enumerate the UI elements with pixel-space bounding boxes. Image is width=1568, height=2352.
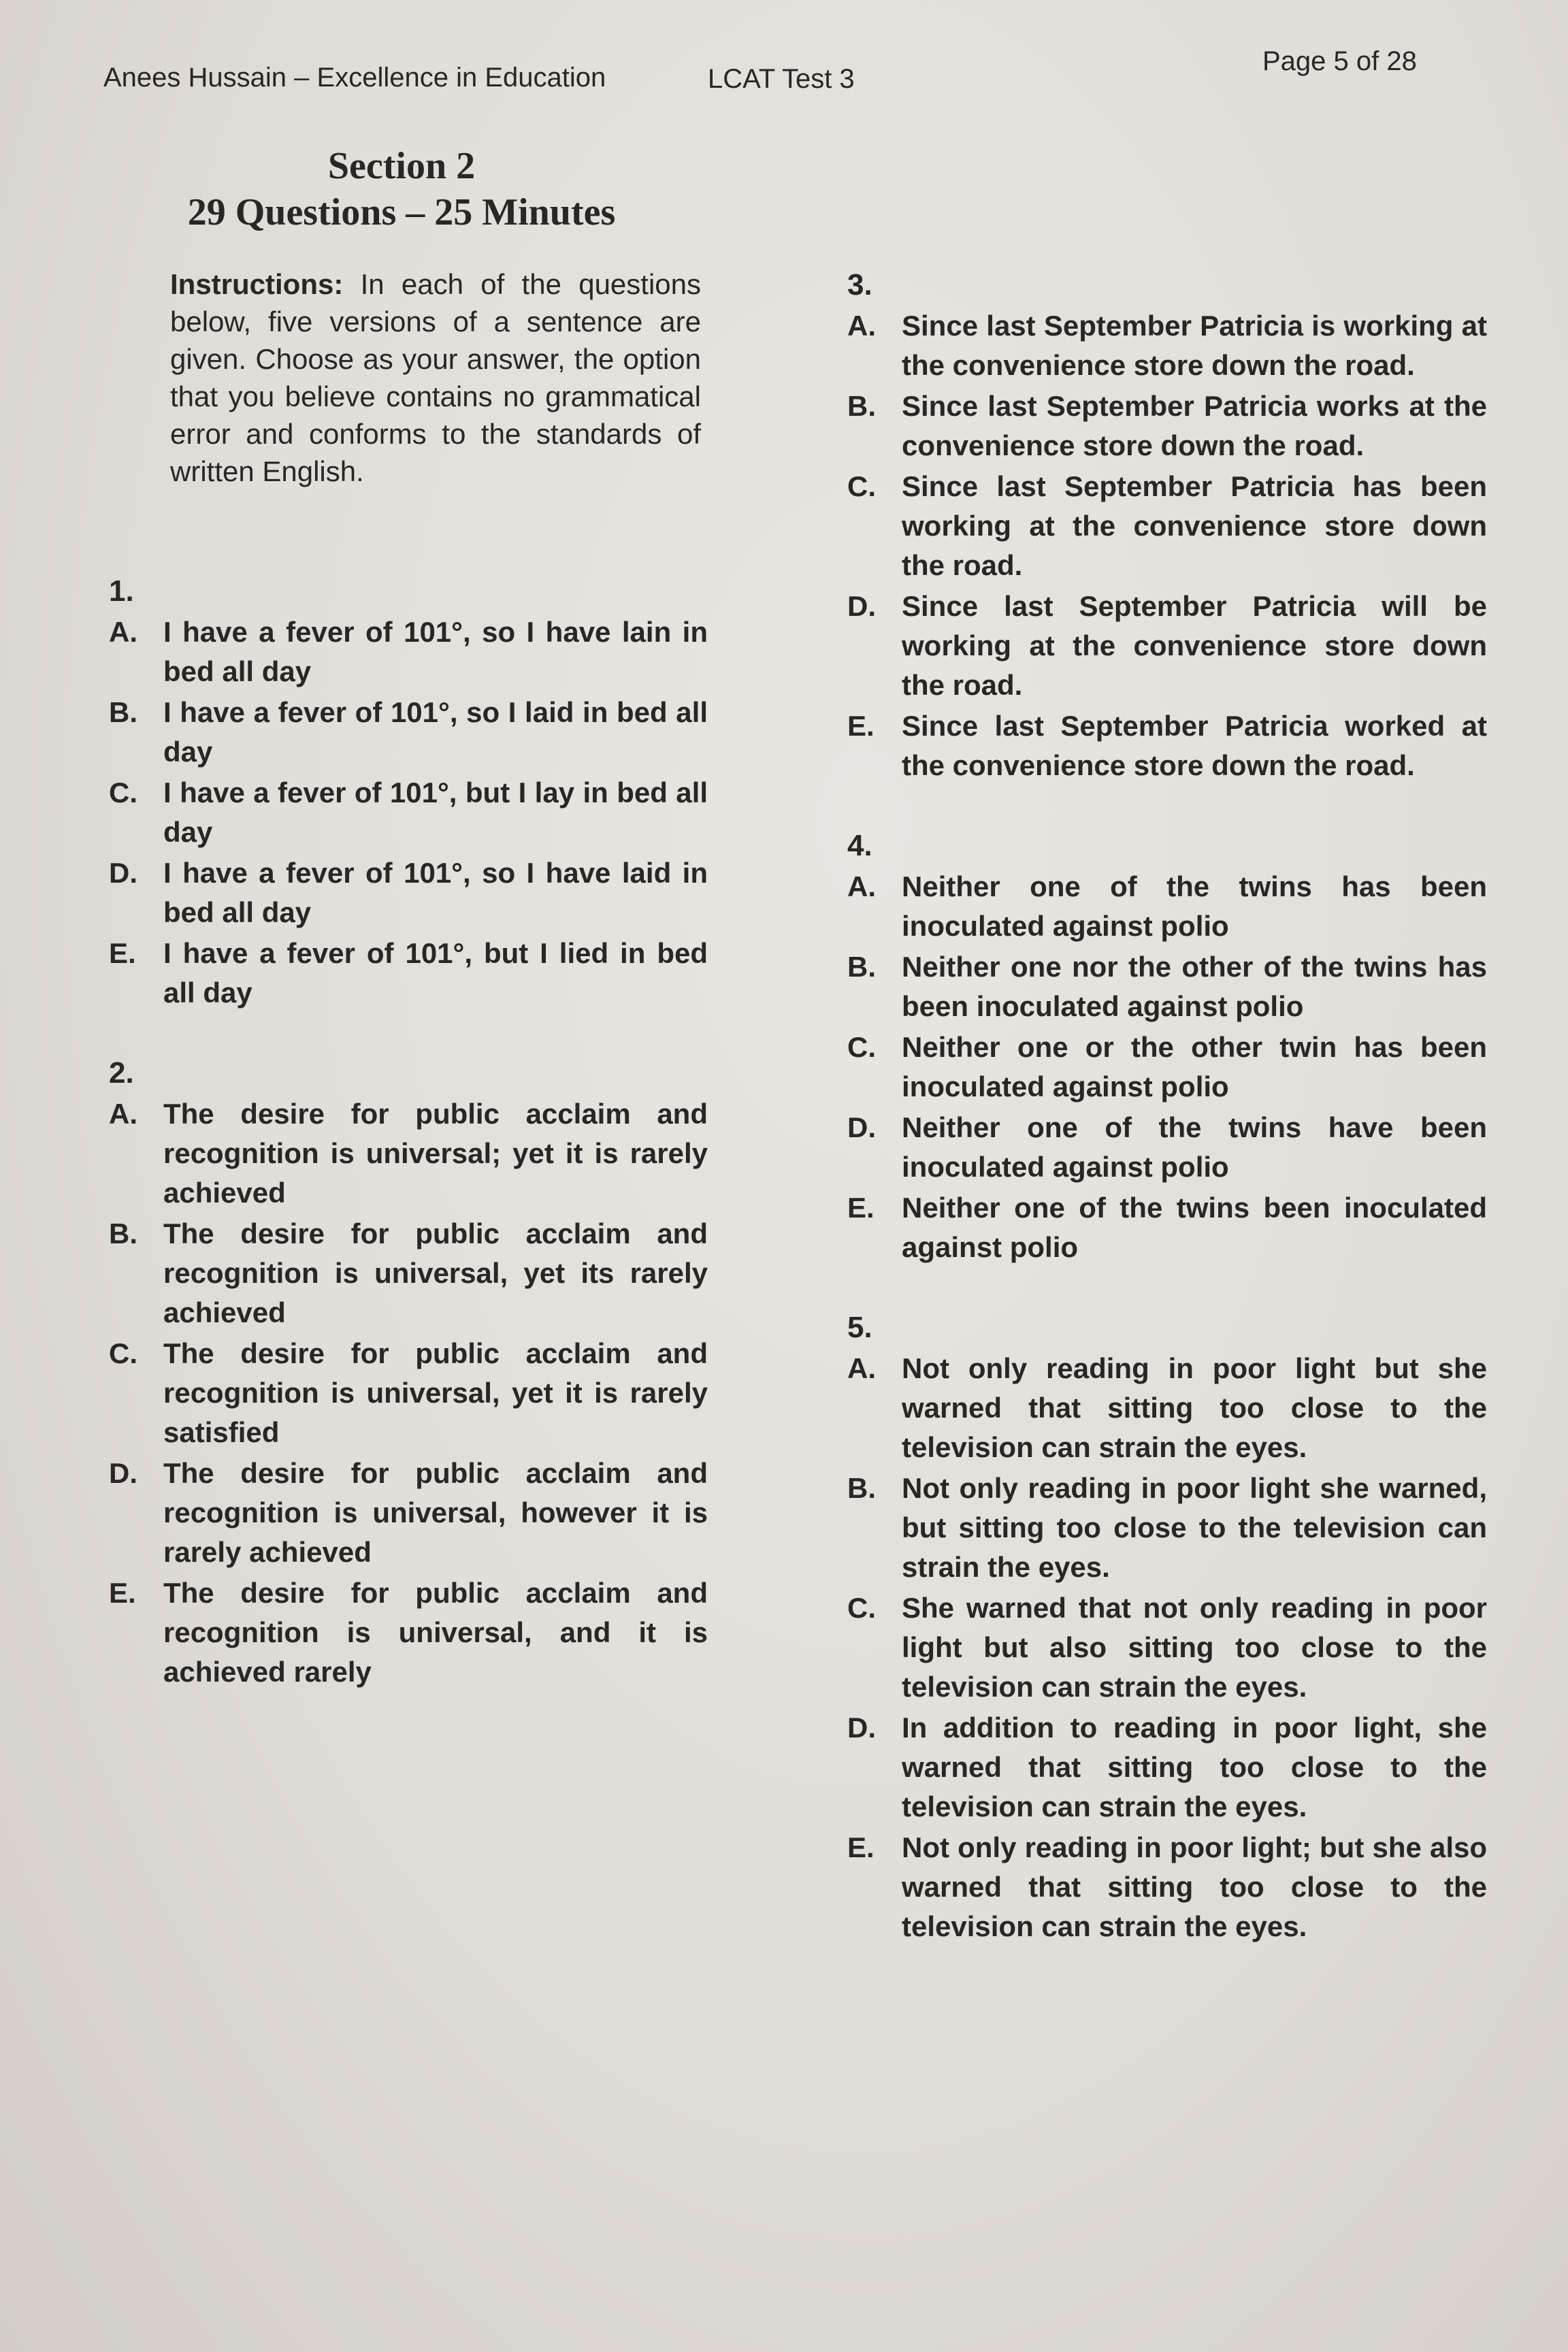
option-text: Neither one of the twins been inoculated against polio [902, 1192, 1487, 1263]
option-text: Since last September Patricia is working at the convenience store down the road. [902, 310, 1487, 381]
option-letter: C. [109, 1337, 137, 1369]
option-letter: E. [109, 1577, 136, 1609]
option-letter: A. [847, 870, 876, 902]
option-1a [109, 612, 708, 691]
option-letter: E. [847, 1831, 875, 1863]
option-text: Since last September Patricia has been working at the convenience store down the road. [902, 470, 1487, 581]
section-title: Section 2 [327, 145, 476, 187]
option-4d [847, 1108, 1487, 1187]
option-1e [109, 934, 708, 1013]
option-text: Neither one of the twins have been inoculated against polio [902, 1111, 1487, 1183]
option-text: Neither one or the other twin has been inoculated against polio [902, 1031, 1487, 1102]
option-5c [847, 1588, 1487, 1707]
option-text: Since last September Patricia worked at the convenience store down the road. [902, 710, 1487, 781]
right-column [847, 265, 1487, 1987]
section-heading [122, 143, 681, 235]
question-4 [847, 826, 1487, 1267]
section-subtitle: 29 Questions – 25 Minutes [187, 191, 616, 233]
option-letter: D. [109, 1457, 137, 1489]
option-4b [847, 947, 1487, 1026]
question-2 [109, 1054, 708, 1692]
header-test-name: LCAT Test 3 [708, 64, 855, 94]
option-letter: B. [847, 951, 876, 983]
option-1b [109, 693, 708, 772]
option-4e [847, 1188, 1487, 1267]
option-5e [847, 1828, 1487, 1946]
option-letter: E. [847, 710, 875, 742]
option-text: I have a fever of 101°, but I lied in bed all day [163, 937, 708, 1009]
question-3 [847, 265, 1487, 785]
option-text: Not only reading in poor light but she warned that sitting too close to the television can strain the eyes. [902, 1352, 1487, 1463]
option-3b [847, 387, 1487, 466]
option-letter: A. [847, 310, 876, 342]
option-4c [847, 1028, 1487, 1107]
question-number: 1. [109, 574, 134, 608]
option-text: I have a fever of 101°, so I have laid in bed all day [163, 857, 708, 928]
option-letter: C. [109, 777, 137, 808]
option-text: The desire for public acclaim and recognition is universal, and it is achieved rarely [163, 1577, 708, 1688]
option-text: Not only reading in poor light; but she also warned that sitting too close to the television can strain the eyes. [902, 1831, 1487, 1942]
option-text: I have a fever of 101°, but I lay in bed all day [163, 777, 708, 848]
option-text: Since last September Patricia will be working at the convenience store down the road. [902, 590, 1487, 701]
option-2a [109, 1094, 708, 1213]
question-number: 5. [847, 1311, 872, 1344]
option-letter: D. [109, 857, 137, 889]
option-text: I have a fever of 101°, so I have lain in bed all day [163, 616, 708, 687]
option-letter: C. [847, 470, 876, 502]
option-letter: D. [847, 1712, 876, 1744]
option-1d [109, 853, 708, 932]
option-1c [109, 773, 708, 852]
left-column [109, 265, 708, 1733]
option-letter: E. [109, 937, 136, 969]
option-text: Neither one of the twins has been inoculated against polio [902, 870, 1487, 942]
instructions-label: Instructions: [170, 268, 344, 300]
option-text: In addition to reading in poor light, she warned that sitting too close to the television can strain the eyes. [902, 1712, 1487, 1823]
option-text: Neither one nor the other of the twins has been inoculated against polio [902, 951, 1487, 1022]
question-number: 2. [109, 1056, 134, 1090]
option-letter: E. [847, 1192, 875, 1224]
option-text: The desire for public acclaim and recognition is universal; yet it is rarely achieved [163, 1098, 708, 1209]
option-2d [109, 1454, 708, 1572]
option-letter: D. [847, 590, 876, 622]
option-2b [109, 1214, 708, 1333]
option-5b [847, 1469, 1487, 1587]
option-3a [847, 306, 1487, 385]
option-letter: D. [847, 1111, 876, 1143]
header-page-number: Page 5 of 28 [1262, 46, 1417, 76]
option-2c [109, 1334, 708, 1452]
option-letter: B. [109, 1218, 137, 1250]
instructions [170, 265, 701, 490]
option-letter: C. [847, 1592, 876, 1624]
option-letter: A. [109, 616, 137, 648]
option-3d [847, 587, 1487, 705]
option-3c [847, 467, 1487, 585]
option-4a [847, 867, 1487, 946]
option-text: The desire for public acclaim and recognition is universal, yet it is rarely satisfied [163, 1337, 708, 1448]
question-1 [109, 572, 708, 1013]
option-2e [109, 1573, 708, 1692]
option-text: Since last September Patricia works at the convenience store down the road. [902, 390, 1487, 461]
question-number: 4. [847, 829, 872, 862]
option-text: I have a fever of 101°, so I laid in bed all day [163, 696, 708, 768]
option-letter: B. [109, 696, 137, 728]
option-letter: A. [109, 1098, 137, 1130]
option-letter: C. [847, 1031, 876, 1063]
option-letter: B. [847, 390, 876, 422]
question-number: 3. [847, 268, 872, 301]
option-3e [847, 706, 1487, 785]
question-5 [847, 1308, 1487, 1946]
option-letter: B. [847, 1472, 876, 1504]
instructions-text: In each of the questions below, five versions of a sentence are given. Choose as your answer, the option that you believe contains no grammatical error and conforms to the standards of written English. [170, 268, 702, 487]
option-letter: A. [847, 1352, 876, 1384]
option-text: She warned that not only reading in poor light but also sitting too close to the television can strain the eyes. [902, 1592, 1487, 1703]
option-5d [847, 1708, 1487, 1827]
option-text: Not only reading in poor light she warned, but sitting too close to the television can strain the eyes. [902, 1472, 1487, 1583]
option-text: The desire for public acclaim and recognition is universal, yet its rarely achieved [163, 1218, 708, 1328]
option-5a [847, 1349, 1487, 1467]
header-author: Anees Hussain – Excellence in Education [103, 63, 606, 93]
option-text: The desire for public acclaim and recognition is universal, however it is rarely achieved [163, 1457, 708, 1568]
